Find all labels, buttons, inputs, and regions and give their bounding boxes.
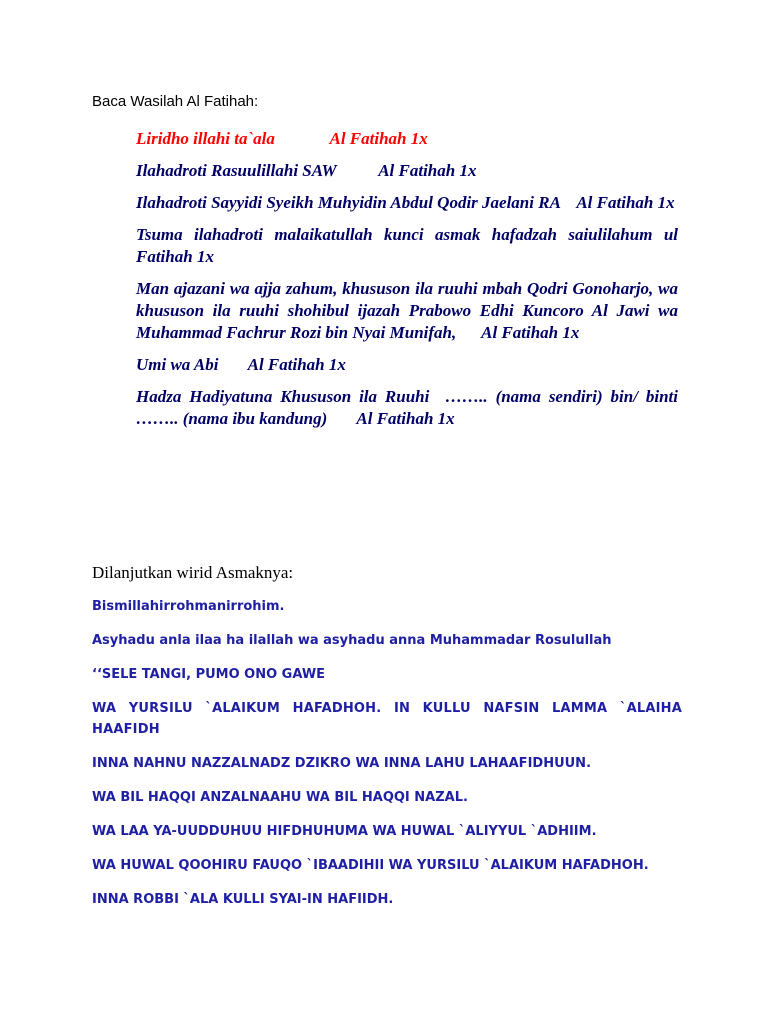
doa-line-1: Liridho illahi ta`ala Al Fatihah 1x <box>136 129 428 148</box>
wirid-line-4: WA YURSILU `ALAIKUM HAFADHOH. IN KULLU NAFSIN LAMMA `ALAIHA HAAFIDH <box>92 701 682 737</box>
doa-line-7: Hadza Hadiyatuna Khususon ila Ruuhi …….. (nama sendiri) bin/ binti …….. (nama ibu kandung) Al Fatihah 1x <box>136 387 683 428</box>
doa-list <box>136 128 683 440</box>
wirid-line-2: Asyhadu anla ilaa ha ilallah wa asyhadu anna Muhammadar Rosulullah <box>92 633 612 648</box>
wirid-line-1: Bismillahirrohmanirrohim. <box>92 599 285 614</box>
doa-line-2: Ilahadroti Rasuulillahi SAW Al Fatihah 1x <box>136 161 477 180</box>
wirid-line-3: ‘‘SELE TANGI, PUMO ONO GAWE <box>92 667 326 682</box>
wirid-heading: Dilanjutkan wirid Asmaknya: <box>92 563 294 582</box>
wirid-list <box>92 596 682 923</box>
intro-heading: Baca Wasilah Al Fatihah: <box>92 93 259 110</box>
wirid-line-5: INNA NAHNU NAZZALNADZ DZIKRO WA INNA LAHU LAHAAFIDHUUN. <box>92 756 592 771</box>
doa-line-4: Tsuma ilahadroti malaikatullah kunci asmak hafadzah saiulilahum ul Fatihah 1x <box>136 225 683 266</box>
wirid-line-9: INNA ROBBI `ALA KULLI SYAI-IN HAFIIDH. <box>92 892 394 907</box>
doa-line-5: Man ajazani wa ajja zahum, khususon ila ruuhi mbah Qodri Gonoharjo, wa khususon ila ruuhi shohibul ijazah Prabowo Edhi Kuncoro Al Jawi wa Muhammad Fachrur Rozi bin Nyai Munifah, Al Fatihah 1x <box>136 279 683 342</box>
doa-line-6: Umi wa Abi Al Fatihah 1x <box>136 355 346 374</box>
wirid-line-8: WA HUWAL QOOHIRU FAUQO `IBAADIHII WA YURSILU `ALAIKUM HAFADHOH. <box>92 858 649 873</box>
wirid-line-7: WA LAA YA-UUDDUHUU HIFDHUHUMA WA HUWAL `ALIYYUL `ADHIIM. <box>92 824 597 839</box>
doa-line-3: Ilahadroti Sayyidi Syeikh Muhyidin Abdul Qodir Jaelani RA Al Fatihah 1x <box>136 193 675 212</box>
wirid-line-6: WA BIL HAQQI ANZALNAAHU WA BIL HAQQI NAZAL. <box>92 790 468 805</box>
